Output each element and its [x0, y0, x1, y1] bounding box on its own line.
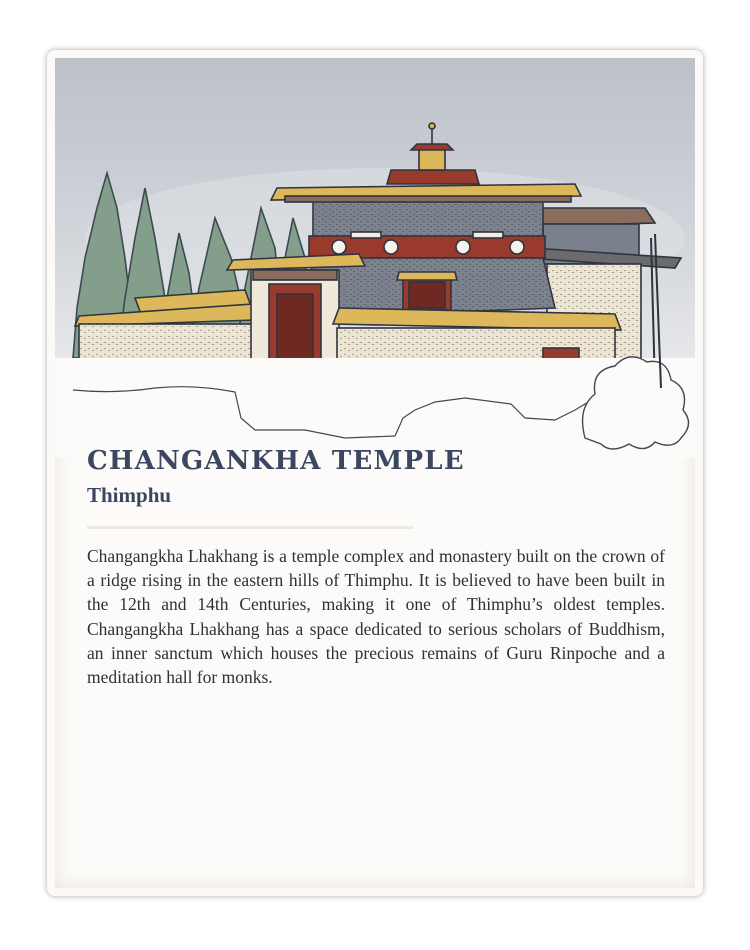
- card-inner: [55, 58, 695, 888]
- temple-card: [47, 50, 703, 896]
- temple-location: Thimphu: [87, 483, 172, 507]
- temple-description: Changangkha Lhakhang is a temple complex and monastery built on the crown of a ridge rising in the eastern hills of Thimphu. It is believed to have been built in the 12th and 14th Centuries, making it one of Thimphu’s oldest temples. Changangkha Lhakhang has a space dedicated to serious scholars of Buddhism, an inner sanctum which houses the precious remains of Guru Rinpoche and a meditation hall for monks.: [87, 546, 665, 688]
- temple-illustration: [55, 58, 695, 458]
- temple-title: CHANGANKHA TEMPLE: [87, 446, 465, 476]
- divider: [87, 526, 413, 529]
